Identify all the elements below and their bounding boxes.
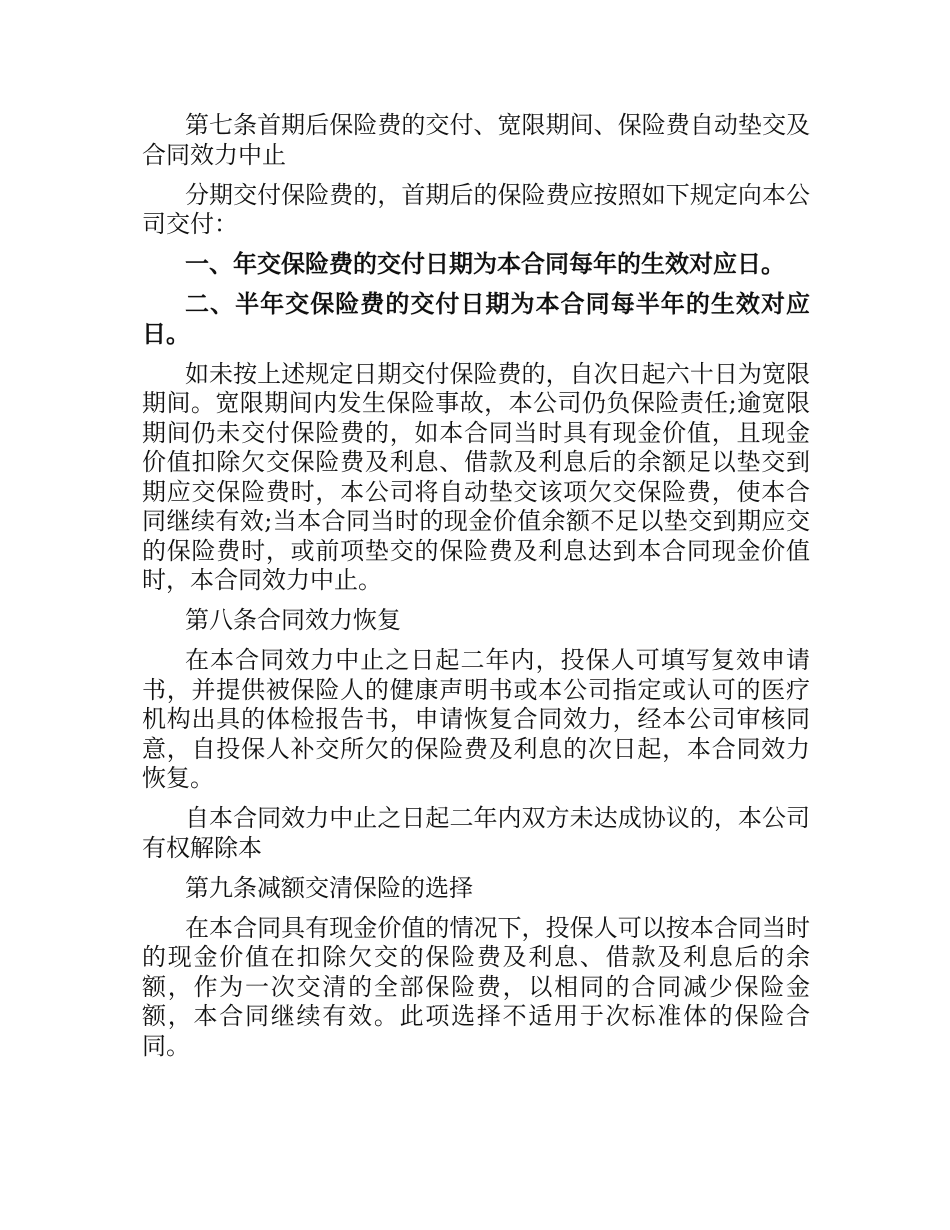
grace-period-paragraph: 如未按上述规定日期交付保险费的，自次日起六十日为宽限期间。宽限期间内发生保险事故，本公司仍负保险责任;逾宽限期间仍未交付保险费的，如本合同当时具有现金价值，且现金价值扣除欠交保险费及利息、借款及利息后的余额足以垫交到期应交保险费时，本公司将自动垫交该项欠交保险费，使本合同继续有效;当本合同当时的现金价值余额不足以垫交到期应交的保险费时，或前项垫交的保险费及利息达到本合同现金价值时，本合同效力中止。	[142, 359, 810, 594]
article-9-heading: 第九条减额交清保险的选择	[185, 873, 473, 902]
article-8-heading: 第八条合同效力恢复	[185, 606, 401, 634]
clause-2-semiannual-payment: 二、半年交保险费的交付日期为本合同每半年的生效对应日。	[142, 290, 810, 348]
document-page	[142, 111, 810, 1072]
clause-1-annual-payment: 一、年交保险费的交付日期为本合同每年的生效对应日。	[185, 250, 785, 278]
termination-paragraph: 自本合同效力中止之日起二年内双方未达成协议的，本公司有权解除本	[142, 804, 810, 862]
reduced-paid-up-paragraph: 在本合同具有现金价值的情况下，投保人可以按本合同当时的现金价值在扣除欠交的保险费及利息、借款及利息后的余额，作为一次交清的全部保险费，以相同的合同减少保险金额，本合同继续有效。此项选择不适用于次标准体的保险合同。	[142, 913, 810, 1060]
reinstatement-paragraph: 在本合同效力中止之日起二年内，投保人可填写复效申请书，并提供被保险人的健康声明书或本公司指定或认可的医疗机构出具的体检报告书，申请恢复合同效力，经本公司审核同意，自投保人补交所欠的保险费及利息的次日起，本合同效力恢复。	[142, 646, 810, 792]
article-7-heading: 第七条首期后保险费的交付、宽限期间、保险费自动垫交及合同效力中止	[142, 111, 810, 169]
installment-payment-paragraph: 分期交付保险费的，首期后的保险费应按照如下规定向本公司交付：	[142, 180, 810, 238]
